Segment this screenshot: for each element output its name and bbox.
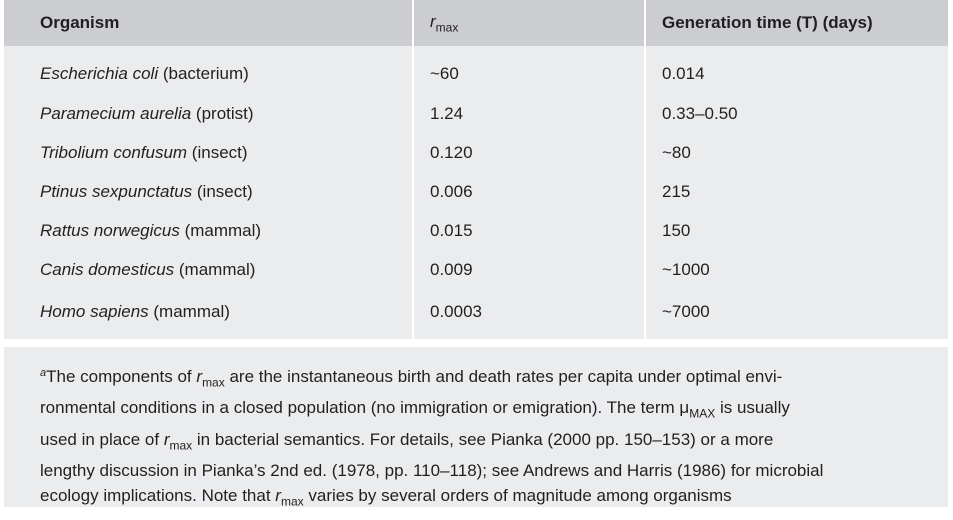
table-row [4,46,948,94]
rmax-cell: 0.120 [413,133,645,172]
rmax-cell: 0.006 [413,172,645,211]
organism-cell [4,94,413,133]
organism-rmax-table [4,0,948,339]
table-header-row [4,0,948,46]
organism-group: (protist) [191,103,254,123]
organism-group: (bacterium) [158,64,249,83]
footnote-text: ronmental conditions in a closed population (no immigration or emigration). The term [40,398,680,418]
organism-cell [4,46,413,94]
species-name: Homo sapiens [40,302,149,321]
table-row [4,172,948,211]
table-row [4,133,948,172]
rmax-cell: 0.009 [413,250,645,289]
rmax-cell: 0.015 [413,211,645,250]
rmax-subscript: max [202,375,225,390]
species-name: Ptinus sexpunctatus [40,181,193,201]
generation-cell: ~7000 [645,289,948,339]
table-footnote [4,347,948,507]
organism-group: (mammal) [148,302,230,321]
species-name: Rattus norwegicus [40,220,180,240]
header-rmax [413,0,645,46]
organism-cell [4,250,413,289]
footnote-text: The components of [46,367,197,386]
species-name: Tribolium confusum [40,142,188,162]
footnote-text: is usually [715,398,790,418]
footnote-marker: a [40,367,47,379]
table-row [4,94,948,133]
generation-cell: ~80 [645,133,948,172]
generation-cell: 0.014 [645,46,948,94]
table-row [4,250,948,289]
species-name: Escherichia coli [40,64,159,83]
mu-symbol: μ [679,398,690,418]
organism-group: (mammal) [174,259,256,279]
organism-group: (mammal) [179,220,262,240]
rmax-symbol: r [196,367,203,386]
header-rmax-symbol: r [430,11,436,31]
footnote-text: are the instantaneous birth and death rates per capita under optimal envi- [224,367,783,386]
header-organism: Organism [4,0,413,46]
rmax-symbol: r [275,486,281,506]
mu-subscript: MAX [689,406,716,421]
rmax-subscript: max [169,438,193,453]
organism-cell [4,289,413,339]
footnote-text: ecology implications. Note that [40,486,276,506]
rmax-cell: ~60 [413,46,645,94]
generation-cell: 0.33–0.50 [645,94,948,133]
footnote-text: used in place of [40,429,164,449]
generation-cell: 215 [645,172,948,211]
table-row [4,289,948,339]
rmax-cell: 0.0003 [413,289,645,339]
header-generation-time: Generation time (T) (days) [645,0,948,46]
organism-cell [4,211,413,250]
footnote-text: varies by several orders of magnitude among organisms [303,486,732,506]
rmax-cell: 1.24 [413,94,645,133]
species-name: Paramecium aurelia [40,103,192,123]
organism-cell [4,133,413,172]
rmax-subscript: max [280,494,304,509]
footnote-text: in bacterial semantics. For details, see Pianka (2000 pp. 150–153) or a more [192,429,774,449]
table-row [4,211,948,250]
generation-cell: ~1000 [645,250,948,289]
generation-cell: 150 [645,211,948,250]
organism-cell [4,172,413,211]
header-rmax-subscript: max [435,20,459,35]
species-name: Canis domesticus [40,259,175,279]
organism-group: (insect) [192,181,253,201]
rmax-symbol: r [163,429,170,449]
organism-group: (insect) [187,142,248,162]
footnote-text: lengthy discussion in Pianka’s 2nd ed. (1978, pp. 110–118); see Andrews and Harris (1986) for microbial [40,461,824,481]
